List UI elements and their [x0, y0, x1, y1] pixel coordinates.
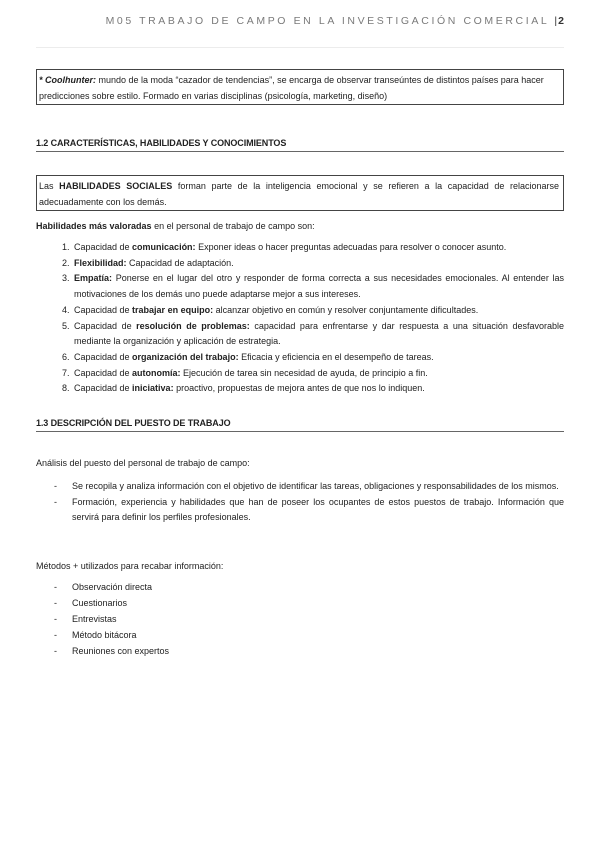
social-skills-pre: Las	[39, 181, 60, 191]
header-title: M05 TRABAJO DE CAMPO EN LA INVESTIGACIÓN COMERCIAL	[105, 15, 549, 27]
skill-desc: capacidad para enfrentarse y dar respuesta a una situación desfavorable mediante la organización y aplicación de estrategia.	[74, 320, 565, 347]
skill-desc: Ejecución de tarea sin necesidad de ayuda, de principio a fin.	[180, 367, 428, 378]
skill-item	[72, 381, 564, 397]
skill-desc: Capacidad de adaptación.	[126, 257, 234, 268]
coolhunter-definition: mundo de la moda “cazador de tendencias”, se encarga de observar transeúntes de distintos países para hacer predicciones sobre estilo. Formado en varias disciplinas (psicología, marketing, diseño)	[39, 75, 544, 101]
dash-bullet: -	[54, 582, 57, 592]
skill-name: comunicación:	[132, 242, 196, 252]
social-skills-bold: HABILIDADES SOCIALES	[59, 181, 173, 191]
method-text: Observación directa	[72, 582, 153, 592]
section-title-1-2: 1.2 CARACTERÍSTICAS, HABILIDADES Y CONOCIMIENTOS	[36, 138, 564, 152]
skill-item	[72, 319, 564, 350]
skill-name: autonomía:	[132, 367, 181, 378]
method-item	[36, 580, 564, 596]
method-text: Reuniones con expertos	[72, 645, 170, 656]
method-item	[36, 644, 564, 660]
dash-bullet: -	[54, 645, 57, 656]
skill-desc: Eficacia y eficiencia en el desempeño de tareas.	[238, 351, 434, 362]
skill-name: iniciativa:	[132, 383, 174, 394]
skills-intro	[36, 221, 564, 231]
skills-list	[36, 240, 564, 397]
page-header	[106, 15, 564, 27]
skill-item	[72, 271, 564, 302]
analysis-list	[36, 479, 564, 526]
coolhunter-term: * Coolhunter:	[39, 75, 96, 85]
skill-pre: Capacidad de	[74, 304, 133, 315]
methods-intro: Métodos + utilizados para recabar información:	[36, 561, 224, 571]
method-text: Entrevistas	[72, 613, 117, 624]
skill-desc: Ponerse en el lugar del otro y responder de forma correcta a sus necesidades emocionales. Al entender las motivaciones de los demás uno puede adaptarse mejor a sus intereses.	[74, 273, 564, 300]
social-skills-post: forman parte de la inteligencia emocional y se refieren a la capacidad de relacionarse adecuadamente con los demás.	[39, 181, 559, 207]
header-separator: |	[554, 15, 559, 27]
dash-bullet: -	[54, 629, 57, 640]
skill-name: Empatía:	[74, 273, 113, 284]
coolhunter-box	[36, 69, 564, 105]
method-item	[36, 628, 564, 644]
method-text: Método bitácora	[72, 629, 137, 640]
skill-pre: Capacidad de	[74, 320, 137, 331]
method-item	[36, 596, 564, 612]
skill-item	[72, 256, 564, 272]
method-text: Cuestionarios	[72, 597, 128, 608]
skill-desc: Exponer ideas o hacer preguntas adecuadas para resolver o conocer asunto.	[195, 242, 507, 252]
page-number: 2	[558, 15, 564, 27]
skill-pre: Capacidad de	[74, 367, 133, 378]
skill-name: Flexibilidad:	[74, 257, 127, 268]
analysis-item	[36, 479, 564, 495]
dash-bullet: -	[54, 613, 57, 624]
skills-intro-text: en el personal de trabajo de campo son:	[151, 221, 315, 231]
section-title-1-3: 1.3 DESCRIPCIÓN DEL PUESTO DE TRABAJO	[36, 418, 564, 432]
analysis-intro: Análisis del puesto del personal de trabajo de campo:	[36, 458, 250, 468]
skills-intro-bold: Habilidades más valoradas	[36, 221, 152, 231]
skill-desc: alcanzar objetivo en común y resolver conjuntamente dificultades.	[213, 304, 479, 315]
social-skills-box	[36, 175, 564, 211]
skill-pre: Capacidad de	[74, 383, 133, 394]
method-item	[36, 612, 564, 628]
analysis-item	[36, 495, 564, 526]
skill-name: resolución de problemas:	[136, 320, 250, 331]
skill-item	[72, 366, 564, 382]
analysis-text: Se recopila y analiza información con el objetivo de identificar las tareas, obligaciones y responsabilidades de los mismos.	[72, 481, 559, 491]
skill-name: trabajar en equipo:	[132, 304, 214, 315]
dash-bullet: -	[54, 496, 57, 507]
methods-list	[36, 580, 564, 659]
dash-bullet: -	[54, 481, 57, 491]
skill-item	[72, 350, 564, 366]
header-rule	[36, 47, 564, 48]
skill-pre: Capacidad de	[74, 351, 133, 362]
skill-item	[72, 303, 564, 319]
skill-desc: proactivo, propuestas de mejora antes de que nos lo indiquen.	[173, 383, 425, 394]
skill-pre: Capacidad de	[74, 242, 133, 252]
skill-item	[72, 240, 564, 256]
dash-bullet: -	[54, 597, 57, 608]
skill-name: organización del trabajo:	[132, 351, 239, 362]
analysis-text: Formación, experiencia y habilidades que han de poseer los ocupantes de estos puestos de trabajo. Información que servirá para definir los perfiles profesionales.	[72, 496, 564, 523]
